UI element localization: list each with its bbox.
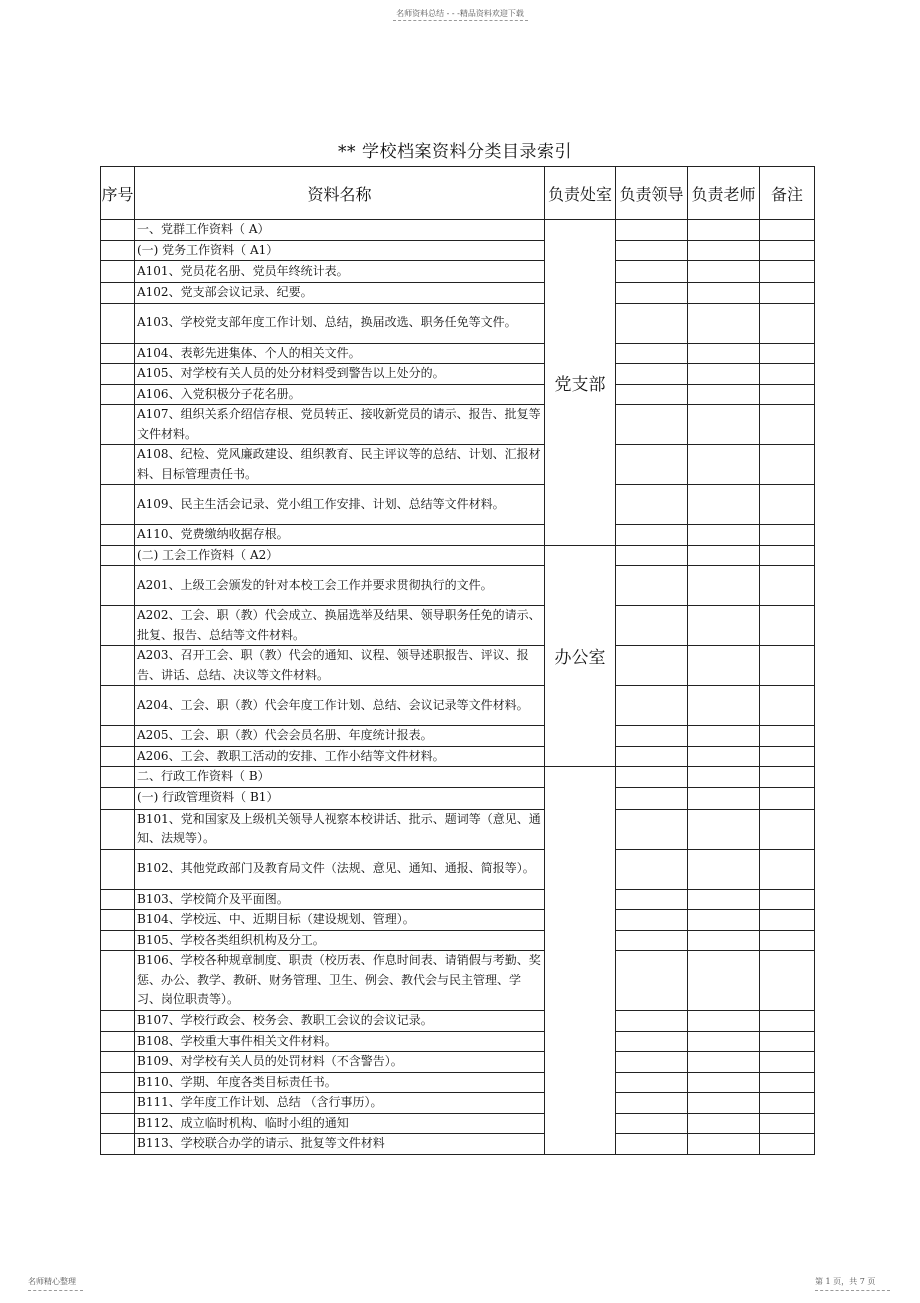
table-row: [101, 303, 815, 343]
cell-item-name: (一) 党务工作资料（ A1）: [135, 240, 545, 261]
cell-leader: [616, 1093, 688, 1114]
cell-teacher: [688, 261, 760, 283]
col-header-remarks: 备注: [760, 167, 815, 220]
table-row: [101, 1113, 815, 1134]
cell-number: [101, 686, 135, 726]
cell-teacher: [688, 606, 760, 646]
cell-teacher: [688, 1093, 760, 1114]
cell-item-name: A106、入党积极分子花名册。: [135, 384, 545, 405]
cell-number: [101, 384, 135, 405]
cell-teacher: [688, 220, 760, 241]
cell-leader: [616, 525, 688, 546]
col-header-teacher: 负责老师: [688, 167, 760, 220]
cell-teacher: [688, 384, 760, 405]
cell-leader: [616, 240, 688, 261]
cell-leader: [616, 1134, 688, 1155]
cell-number: [101, 889, 135, 910]
cell-leader: [616, 485, 688, 525]
cell-remarks: [760, 566, 815, 606]
cell-leader: [616, 384, 688, 405]
cell-number: [101, 1031, 135, 1052]
cell-teacher: [688, 809, 760, 849]
cell-item-name: B107、学校行政会、校务会、教职工会议的会议记录。: [135, 1011, 545, 1032]
cell-remarks: [760, 1052, 815, 1073]
cell-remarks: [760, 686, 815, 726]
footer-divider-left: [28, 1290, 83, 1291]
cell-number: [101, 525, 135, 546]
table-row: [101, 787, 815, 809]
cell-remarks: [760, 1113, 815, 1134]
cell-leader: [616, 445, 688, 485]
cell-leader: [616, 364, 688, 385]
cell-number: [101, 1093, 135, 1114]
table-row: [101, 809, 815, 849]
cell-item-name: 一、党群工作资料（ A）: [135, 220, 545, 241]
cell-remarks: [760, 646, 815, 686]
cell-number: [101, 1134, 135, 1155]
cell-leader: [616, 343, 688, 364]
cell-teacher: [688, 1072, 760, 1093]
col-header-name: 资料名称: [135, 167, 545, 220]
cell-teacher: [688, 445, 760, 485]
cell-number: [101, 1072, 135, 1093]
cell-remarks: [760, 445, 815, 485]
cell-number: [101, 485, 135, 525]
table-row: [101, 1031, 815, 1052]
cell-remarks: [760, 240, 815, 261]
cell-item-name: A109、民主生活会记录、党小组工作安排、计划、总结等文件材料。: [135, 485, 545, 525]
cell-leader: [616, 726, 688, 747]
cell-leader: [616, 405, 688, 445]
table-row: [101, 606, 815, 646]
cell-teacher: [688, 1113, 760, 1134]
cell-number: [101, 809, 135, 849]
cell-leader: [616, 809, 688, 849]
cell-number: [101, 910, 135, 931]
cell-number: [101, 240, 135, 261]
table-row: [101, 910, 815, 931]
cell-leader: [616, 849, 688, 889]
cell-remarks: [760, 220, 815, 241]
cell-item-name: B104、学校远、中、近期目标（建设规划、管理）。: [135, 910, 545, 931]
cell-item-name: B113、学校联合办学的请示、批复等文件材料: [135, 1134, 545, 1155]
cell-number: [101, 364, 135, 385]
cell-remarks: [760, 1134, 815, 1155]
cell-item-name: B112、成立临时机构、临时小组的通知: [135, 1113, 545, 1134]
cell-remarks: [760, 930, 815, 951]
cell-remarks: [760, 1031, 815, 1052]
cell-remarks: [760, 849, 815, 889]
cell-number: [101, 566, 135, 606]
cell-teacher: [688, 951, 760, 1011]
cell-number: [101, 343, 135, 364]
cell-number: [101, 545, 135, 566]
cell-remarks: [760, 606, 815, 646]
cell-item-name: A104、表彰先进集体、个人的相关文件。: [135, 343, 545, 364]
table-row: [101, 220, 815, 241]
cell-number: [101, 405, 135, 445]
table-row: [101, 930, 815, 951]
cell-teacher: [688, 1011, 760, 1032]
table-row: [101, 726, 815, 747]
cell-teacher: [688, 910, 760, 931]
cell-number: [101, 303, 135, 343]
cell-remarks: [760, 283, 815, 304]
table-row: [101, 566, 815, 606]
table-row: [101, 1072, 815, 1093]
cell-remarks: [760, 1072, 815, 1093]
cell-number: [101, 787, 135, 809]
cell-department: 党支部: [545, 220, 616, 546]
cell-number: [101, 746, 135, 767]
cell-item-name: B111、学年度工作计划、总结 （含行事历）。: [135, 1093, 545, 1114]
cell-teacher: [688, 746, 760, 767]
cell-item-name: B103、学校简介及平面图。: [135, 889, 545, 910]
cell-number: [101, 220, 135, 241]
cell-number: [101, 445, 135, 485]
cell-leader: [616, 910, 688, 931]
cell-remarks: [760, 405, 815, 445]
table-row: [101, 545, 815, 566]
cell-item-name: A201、上级工会颁发的针对本校工会工作并要求贯彻执行的文件。: [135, 566, 545, 606]
cell-teacher: [688, 646, 760, 686]
cell-item-name: A107、组织关系介绍信存根、党员转正、接收新党员的请示、报告、批复等文件材料。: [135, 405, 545, 445]
cell-leader: [616, 545, 688, 566]
cell-item-name: B105、学校各类组织机构及分工。: [135, 930, 545, 951]
table-header-row: [101, 167, 815, 220]
cell-leader: [616, 746, 688, 767]
cell-item-name: A206、工会、教职工活动的安排、工作小结等文件材料。: [135, 746, 545, 767]
cell-remarks: [760, 809, 815, 849]
cell-item-name: B106、学校各种规章制度、职责（校历表、作息时间表、请销假与考勤、奖惩、办公、教学、教研、财务管理、卫生、例会、教代会与民主管理、学习、岗位职责等）。: [135, 951, 545, 1011]
cell-item-name: B108、学校重大事件相关文件材料。: [135, 1031, 545, 1052]
cell-teacher: [688, 1134, 760, 1155]
cell-leader: [616, 1113, 688, 1134]
cell-leader: [616, 767, 688, 788]
cell-remarks: [760, 525, 815, 546]
table-row: [101, 767, 815, 788]
cell-teacher: [688, 283, 760, 304]
cell-item-name: A205、工会、职（教）代会会员名册、年度统计报表。: [135, 726, 545, 747]
cell-item-name: A101、党员花名册、党员年终统计表。: [135, 261, 545, 283]
cell-remarks: [760, 1093, 815, 1114]
cell-leader: [616, 261, 688, 283]
footer-divider-right: [815, 1290, 890, 1291]
cell-remarks: [760, 767, 815, 788]
table-row: [101, 364, 815, 385]
cell-teacher: [688, 343, 760, 364]
cell-leader: [616, 646, 688, 686]
table-row: [101, 951, 815, 1011]
cell-leader: [616, 1052, 688, 1073]
table-row: [101, 1052, 815, 1073]
cell-remarks: [760, 545, 815, 566]
cell-number: [101, 930, 135, 951]
col-header-department: 负责处室: [545, 167, 616, 220]
cell-leader: [616, 951, 688, 1011]
cell-teacher: [688, 930, 760, 951]
cell-remarks: [760, 364, 815, 385]
cell-number: [101, 726, 135, 747]
cell-remarks: [760, 910, 815, 931]
page-header: 名师资料总结 - - -精品资料欢迎下载: [396, 9, 524, 18]
cell-teacher: [688, 303, 760, 343]
cell-item-name: A204、工会、职（教）代会年度工作计划、总结、会议记录等文件材料。: [135, 686, 545, 726]
cell-item-name: A103、学校党支部年度工作计划、总结，换届改选、职务任免等文件。: [135, 303, 545, 343]
table-row: [101, 1011, 815, 1032]
table-row: [101, 1093, 815, 1114]
table-row: [101, 849, 815, 889]
cell-remarks: [760, 726, 815, 747]
cell-leader: [616, 566, 688, 606]
cell-teacher: [688, 686, 760, 726]
cell-leader: [616, 686, 688, 726]
cell-teacher: [688, 364, 760, 385]
table-row: [101, 384, 815, 405]
col-header-number: 序号: [101, 167, 135, 220]
cell-leader: [616, 787, 688, 809]
table-row: [101, 646, 815, 686]
cell-leader: [616, 930, 688, 951]
cell-leader: [616, 220, 688, 241]
cell-number: [101, 1011, 135, 1032]
cell-number: [101, 1113, 135, 1134]
cell-number: [101, 606, 135, 646]
archive-index-table: [100, 166, 815, 1155]
cell-number: [101, 283, 135, 304]
cell-leader: [616, 1031, 688, 1052]
table-row: [101, 283, 815, 304]
cell-remarks: [760, 343, 815, 364]
table-row: [101, 405, 815, 445]
cell-remarks: [760, 485, 815, 525]
cell-teacher: [688, 485, 760, 525]
cell-remarks: [760, 303, 815, 343]
cell-number: [101, 767, 135, 788]
cell-teacher: [688, 1031, 760, 1052]
cell-remarks: [760, 746, 815, 767]
cell-number: [101, 951, 135, 1011]
cell-item-name: B102、其他党政部门及教育局文件（法规、意见、通知、通报、简报等）。: [135, 849, 545, 889]
table-row: [101, 1134, 815, 1155]
cell-teacher: [688, 889, 760, 910]
table-row: [101, 261, 815, 283]
table-row: [101, 445, 815, 485]
cell-remarks: [760, 951, 815, 1011]
cell-leader: [616, 889, 688, 910]
cell-teacher: [688, 787, 760, 809]
cell-item-name: A102、党支部会议记录、纪要。: [135, 283, 545, 304]
cell-remarks: [760, 1011, 815, 1032]
cell-item-name: A202、工会、职（教）代会成立、换届选举及结果、领导职务任免的请示、批复、报告、总结等文件材料。: [135, 606, 545, 646]
table-row: [101, 485, 815, 525]
cell-leader: [616, 1072, 688, 1093]
cell-department: 办公室: [545, 545, 616, 767]
cell-number: [101, 646, 135, 686]
cell-teacher: [688, 726, 760, 747]
cell-teacher: [688, 566, 760, 606]
cell-teacher: [688, 240, 760, 261]
cell-teacher: [688, 849, 760, 889]
cell-item-name: (二) 工会工作资料（ A2）: [135, 545, 545, 566]
cell-leader: [616, 303, 688, 343]
cell-item-name: (一) 行政管理资料（ B1）: [135, 787, 545, 809]
cell-item-name: A108、纪检、党风廉政建设、组织教育、民主评议等的总结、计划、汇报材料、目标管理责任书。: [135, 445, 545, 485]
col-header-leader: 负责领导: [616, 167, 688, 220]
cell-item-name: A105、对学校有关人员的处分材料受到警告以上处分的。: [135, 364, 545, 385]
cell-teacher: [688, 1052, 760, 1073]
cell-remarks: [760, 261, 815, 283]
cell-remarks: [760, 787, 815, 809]
footer-left: 名师精心整理: [28, 1277, 76, 1286]
cell-number: [101, 261, 135, 283]
cell-number: [101, 849, 135, 889]
cell-department: [545, 767, 616, 1155]
cell-teacher: [688, 405, 760, 445]
table-row: [101, 746, 815, 767]
cell-item-name: B109、对学校有关人员的处罚材料（不含警告）。: [135, 1052, 545, 1073]
cell-remarks: [760, 889, 815, 910]
cell-number: [101, 1052, 135, 1073]
document-title: ** 学校档案资料分类目录索引: [338, 142, 572, 162]
cell-teacher: [688, 525, 760, 546]
table-row: [101, 686, 815, 726]
table-row: [101, 525, 815, 546]
cell-teacher: [688, 767, 760, 788]
cell-remarks: [760, 384, 815, 405]
footer-page-number: 第 1 页，共 7 页: [815, 1277, 876, 1286]
cell-leader: [616, 606, 688, 646]
cell-leader: [616, 283, 688, 304]
cell-item-name: 二、行政工作资料（ B）: [135, 767, 545, 788]
cell-item-name: B101、党和国家及上级机关领导人视察本校讲话、批示、题词等（意见、通知、法规等）。: [135, 809, 545, 849]
cell-item-name: B110、学期、年度各类目标责任书。: [135, 1072, 545, 1093]
table-row: [101, 343, 815, 364]
cell-item-name: A203、召开工会、职（教）代会的通知、议程、领导述职报告、评议、报告、讲话、总结、决议等文件材料。: [135, 646, 545, 686]
cell-leader: [616, 1011, 688, 1032]
table-row: [101, 240, 815, 261]
cell-item-name: A110、党费缴纳收据存根。: [135, 525, 545, 546]
header-divider: [393, 20, 528, 21]
table-row: [101, 889, 815, 910]
cell-teacher: [688, 545, 760, 566]
